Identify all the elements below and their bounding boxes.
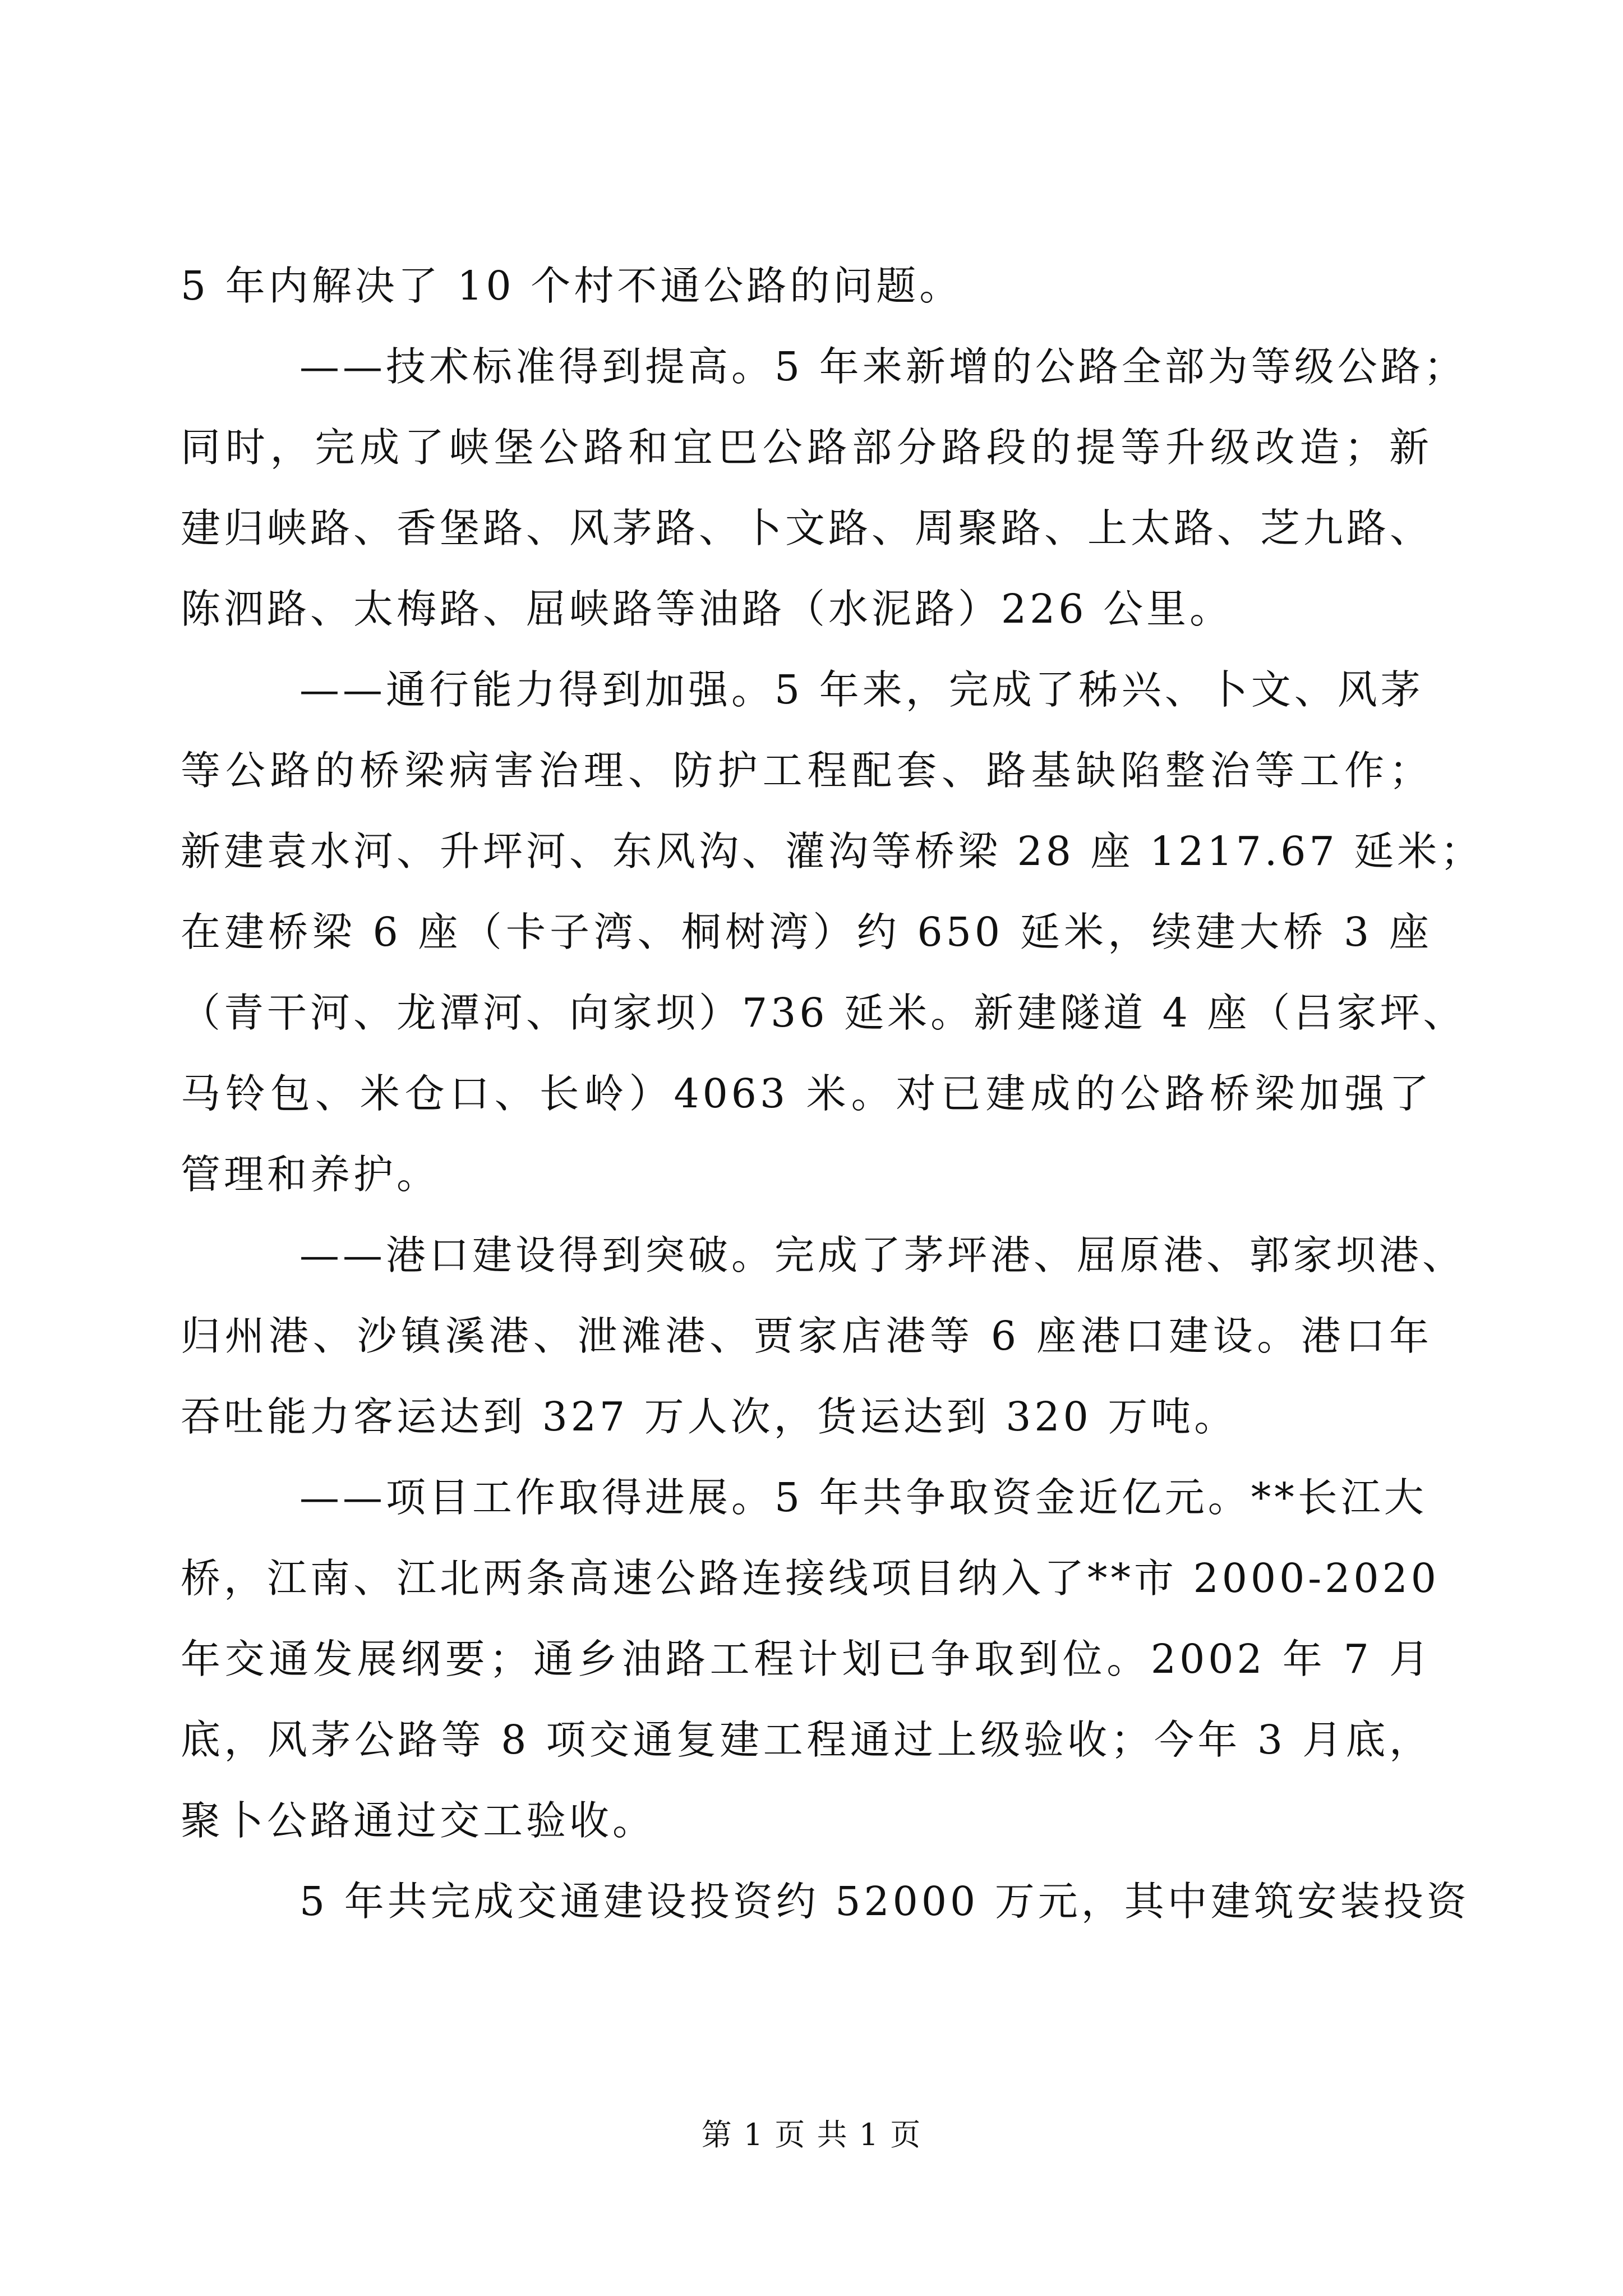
paragraph-line: 新建袁水河、升坪河、东风沟、灌沟等桥梁 28 座 1217.67 延米；	[181, 828, 1484, 875]
paragraph-line: 聚卜公路通过交工验收。	[181, 1797, 656, 1844]
paragraph-line: ——港口建设得到突破。完成了茅坪港、屈原港、郭家坝港、	[299, 1232, 1466, 1278]
paragraph-line: ——项目工作取得进展。5 年共争取资金近亿元。**长江大	[299, 1474, 1427, 1521]
paragraph-line: 5 年共完成交通建设投资约 52000 万元，其中建筑安装投资	[299, 1878, 1470, 1925]
paragraph-line: 吞吐能力客运达到 327 万人次，货运达到 320 万吨。	[181, 1393, 1238, 1440]
paragraph-line: 管理和养护。	[181, 1151, 440, 1198]
page-footer: 第 1 页 共 1 页	[701, 2117, 922, 2152]
paragraph-line: 陈泗路、太梅路、屈峡路等油路（水泥路）226 公里。	[181, 586, 1233, 632]
paragraph-line: 马铃包、米仓口、长岭）4063 米。对已建成的公路桥梁加强了	[181, 1070, 1432, 1117]
paragraph-line: 5 年内解决了 10 个村不通公路的问题。	[181, 263, 963, 309]
paragraph-line: 底，风茅公路等 8 项交通复建工程通过上级验收；今年 3 月底，	[181, 1717, 1432, 1763]
paragraph-line: （青干河、龙潭河、向家坝）736 延米。新建隧道 4 座（吕家坪、	[181, 990, 1467, 1036]
paragraph-line: ——通行能力得到加强。5 年来，完成了秭兴、卜文、风茅	[299, 666, 1424, 713]
paragraph-line: ——技术标准得到提高。5 年来新增的公路全部为等级公路；	[299, 343, 1467, 390]
document-body	[181, 246, 1484, 1942]
paragraph-line: 桥，江南、江北两条高速公路连接线项目纳入了**市 2000-2020	[181, 1555, 1440, 1602]
paragraph-line: 在建桥梁 6 座（卡子湾、桐树湾）约 650 延米，续建大桥 3 座	[181, 909, 1432, 955]
paragraph-line: 等公路的桥梁病害治理、防护工程配套、路基缺陷整治等工作；	[181, 747, 1432, 794]
paragraph-line: 归州港、沙镇溪港、泄滩港、贾家店港等 6 座港口建设。港口年	[181, 1313, 1432, 1359]
paragraph-line: 建归峡路、香堡路、风茅路、卜文路、周聚路、上太路、芝九路、	[181, 505, 1433, 551]
paragraph-line: 年交通发展纲要；通乡油路工程计划已争取到位。2002 年 7 月	[181, 1636, 1432, 1682]
paragraph-line: 同时，完成了峡堡公路和宜巴公路部分路段的提等升级改造；新	[181, 424, 1432, 471]
